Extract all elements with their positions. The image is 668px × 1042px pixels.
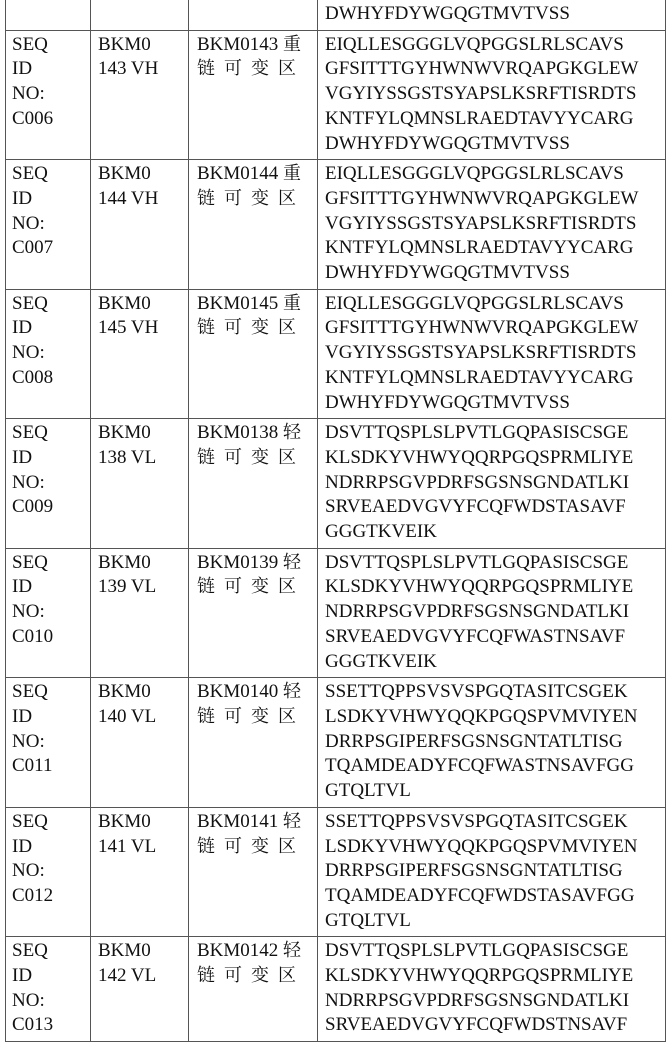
sequence-table-body: [6, 0, 666, 1042]
seq-id-cell: [6, 678, 91, 808]
seq-id: SEQ ID NO: C012: [12, 810, 62, 909]
description: [197, 551, 311, 600]
name-cell: [91, 548, 189, 678]
seq-id-cell: [6, 289, 91, 419]
sequence-cell: [318, 548, 666, 678]
table-row: [6, 807, 666, 937]
sequence-line: VGYIYSSGSTSYAPSLKSRFTISRDTS: [325, 82, 665, 107]
seq-id: SEQ ID NO: C007: [12, 162, 62, 261]
description: [197, 162, 311, 211]
sequence-line: KLSDKYVHWYQQRPGQSPRMLIYE: [325, 575, 665, 600]
antibody-chain-name: BKM0138 VL: [98, 421, 160, 470]
description: [197, 680, 311, 729]
antibody-chain-name: BKM0141 VL: [98, 810, 160, 859]
sequence-line: LSDKYVHWYQQKPGQSPVMVIYEN: [325, 705, 665, 730]
sequence-line: GFSITTTGYHWNWVRQAPGKGLEW: [325, 57, 665, 82]
description: [197, 292, 311, 341]
sequence-line: LSDKYVHWYQQKPGQSPVMVIYEN: [325, 835, 665, 860]
description-cell: [189, 807, 318, 937]
antibody-chain-name: BKM0144 VH: [98, 162, 160, 211]
table-row: [6, 160, 666, 290]
sequence-line: VGYIYSSGSTSYAPSLKSRFTISRDTS: [325, 341, 665, 366]
table-row: [6, 678, 666, 808]
sequence-line: KLSDKYVHWYQQRPGQSPRMLIYE: [325, 446, 665, 471]
sequence-line: DSVTTQSPLSLPVTLGQPASISCSGE: [325, 939, 665, 964]
sequence-cell: [318, 289, 666, 419]
table-row: [6, 30, 666, 160]
sequence-line: TQAMDEADYFCQFWASTNSAVFGG: [325, 754, 665, 779]
sequence-line: GGGTKVEIK: [325, 650, 665, 675]
sequence-line: GFSITTTGYHWNWVRQAPGKGLEW: [325, 187, 665, 212]
region-label: 重链可变区: [197, 34, 310, 80]
table-row: [6, 937, 666, 1042]
region-label: 轻链可变区: [197, 552, 310, 598]
seq-id-cell: [6, 807, 91, 937]
sequence-line: SSETTQPPSVSVSPGQTASITCSGEK: [325, 680, 665, 705]
antibody-id: BKM0142: [197, 940, 278, 961]
sequence-line: NDRRPSGVPDRFSGSNSGNDATLKI: [325, 600, 665, 625]
description-cell: [189, 419, 318, 549]
region-label: 轻链可变区: [197, 422, 310, 468]
description-cell: [189, 0, 318, 30]
sequence-line: SSETTQPPSVSVSPGQTASITCSGEK: [325, 810, 665, 835]
sequence-line: KLSDKYVHWYQQRPGQSPRMLIYE: [325, 964, 665, 989]
sequence-line: DWHYFDYWGQGTMVTVSS: [325, 391, 665, 416]
sequence-line: EIQLLESGGGLVQPGGSLRLSCAVS: [325, 162, 665, 187]
antibody-id: BKM0140: [197, 681, 278, 702]
name-cell: [91, 419, 189, 549]
description-cell: [189, 678, 318, 808]
sequence-line: DWHYFDYWGQGTMVTVSS: [325, 132, 665, 157]
antibody-chain-name: BKM0139 VL: [98, 551, 160, 600]
name-cell: [91, 807, 189, 937]
name-cell: [91, 937, 189, 1042]
name-cell: [91, 678, 189, 808]
table-row: [6, 289, 666, 419]
sequence-line: KNTFYLQMNSLRAEDTAVYYCARG: [325, 366, 665, 391]
table-row: [6, 548, 666, 678]
seq-id: SEQ ID NO: C010: [12, 551, 62, 650]
sequence-cell: [318, 30, 666, 160]
seq-id-cell: [6, 0, 91, 30]
antibody-id: BKM0141: [197, 811, 278, 832]
sequence-line: GFSITTTGYHWNWVRQAPGKGLEW: [325, 316, 665, 341]
seq-id-cell: [6, 30, 91, 160]
antibody-chain-name: BKM0140 VL: [98, 680, 160, 729]
sequence-line: DRRPSGIPERFSGSNSGNTATLTISG: [325, 859, 665, 884]
description-cell: [189, 289, 318, 419]
name-cell: [91, 0, 189, 30]
region-label: 轻链可变区: [197, 811, 310, 857]
description: [197, 939, 311, 988]
sequence-line: SRVEAEDVGVYFCQFWDSTNSAVF: [325, 1013, 665, 1038]
seq-id: SEQ ID NO: C013: [12, 939, 62, 1038]
region-label: 重链可变区: [197, 293, 310, 339]
name-cell: [91, 30, 189, 160]
sequence-table: [5, 0, 666, 1042]
antibody-chain-name: BKM0145 VH: [98, 292, 160, 341]
sequence-line: KNTFYLQMNSLRAEDTAVYYCARG: [325, 107, 665, 132]
sequence-cell: [318, 160, 666, 290]
seq-id-cell: [6, 548, 91, 678]
sequence-line: GGGTKVEIK: [325, 520, 665, 545]
antibody-id: BKM0144: [197, 163, 278, 184]
seq-id: SEQ ID NO: C011: [12, 680, 62, 779]
sequence-line: VGYIYSSGSTSYAPSLKSRFTISRDTS: [325, 212, 665, 237]
sequence-line: DSVTTQSPLSLPVTLGQPASISCSGE: [325, 551, 665, 576]
sequence-line: EIQLLESGGGLVQPGGSLRLSCAVS: [325, 292, 665, 317]
sequence-line: KNTFYLQMNSLRAEDTAVYYCARG: [325, 236, 665, 261]
seq-id: SEQ ID NO: C006: [12, 33, 62, 132]
table-row-partial: [6, 0, 666, 30]
description: [197, 33, 311, 82]
sequence-line: GTQLTVL: [325, 909, 665, 934]
sequence-line: DSVTTQSPLSLPVTLGQPASISCSGE: [325, 421, 665, 446]
sequence-cell: [318, 678, 666, 808]
sequence-cell: [318, 419, 666, 549]
description-cell: [189, 548, 318, 678]
region-label: 轻链可变区: [197, 940, 310, 986]
table-row: [6, 419, 666, 549]
sequence-cell: [318, 0, 666, 30]
sequence-line: TQAMDEADYFCQFWDSTASAVFGG: [325, 884, 665, 909]
name-cell: [91, 160, 189, 290]
description-cell: [189, 160, 318, 290]
seq-id: SEQ ID NO: C009: [12, 421, 62, 520]
antibody-chain-name: BKM0143 VH: [98, 33, 160, 82]
sequence-cell: [318, 937, 666, 1042]
description-cell: [189, 30, 318, 160]
description: [197, 421, 311, 470]
seq-id-cell: [6, 160, 91, 290]
antibody-id: BKM0139: [197, 552, 278, 573]
seq-id-cell: [6, 937, 91, 1042]
sequence-line: NDRRPSGVPDRFSGSNSGNDATLKI: [325, 989, 665, 1014]
sequence-line: DWHYFDYWGQGTMVTVSS: [325, 2, 665, 27]
region-label: 轻链可变区: [197, 681, 310, 727]
sequence-line: EIQLLESGGGLVQPGGSLRLSCAVS: [325, 33, 665, 58]
antibody-id: BKM0145: [197, 293, 278, 314]
region-label: 重链可变区: [197, 163, 310, 209]
antibody-chain-name: BKM0142 VL: [98, 939, 160, 988]
antibody-id: BKM0138: [197, 422, 278, 443]
sequence-line: GTQLTVL: [325, 779, 665, 804]
seq-id-cell: [6, 419, 91, 549]
seq-id: SEQ ID NO: C008: [12, 292, 62, 391]
sequence-line: SRVEAEDVGVYFCQFWDSTASAVF: [325, 495, 665, 520]
antibody-id: BKM0143: [197, 34, 278, 55]
sequence-line: DWHYFDYWGQGTMVTVSS: [325, 261, 665, 286]
description: [197, 810, 311, 859]
sequence-line: NDRRPSGVPDRFSGSNSGNDATLKI: [325, 471, 665, 496]
sequence-line: DRRPSGIPERFSGSNSGNTATLTISG: [325, 730, 665, 755]
description-cell: [189, 937, 318, 1042]
name-cell: [91, 289, 189, 419]
sequence-line: SRVEAEDVGVYFCQFWASTNSAVF: [325, 625, 665, 650]
sequence-cell: [318, 807, 666, 937]
